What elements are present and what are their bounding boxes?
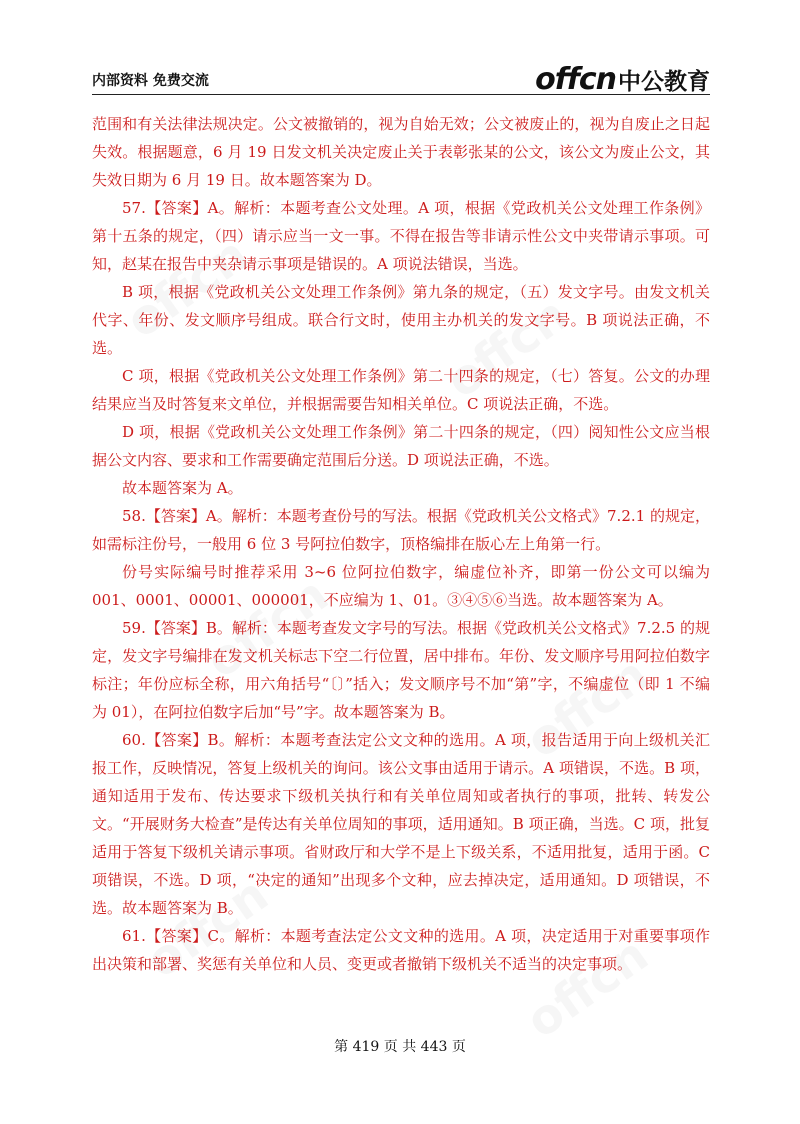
logo-latin: offcn <box>535 62 616 97</box>
logo-cn: 中公教育 <box>618 69 710 95</box>
paragraph: 故本题答案为 A。 <box>122 479 243 497</box>
document-body <box>92 110 710 978</box>
paragraph: 58.【答案】A。解析：本题考查份号的写法。根据《党政机关公文格式》7.2.1 的规定，如需标注份号，一般用 6 位 3 号阿拉伯数字，顶格编排在版心左上角第一行。 <box>92 507 710 553</box>
header-divider <box>92 94 710 95</box>
brand-logo <box>535 62 710 97</box>
paragraph: 57.【答案】A。解析：本题考查公文处理。A 项，根据《党政机关公文处理工作条例》第十五条的规定，（四）请示应当一文一事。不得在报告等非请示性公文中夹带请示事项。可知，赵某在报告中夹杂请示事项是错误的。A 项说法错误，当选。 <box>92 199 710 273</box>
paragraph: 61.【答案】C。解析：本题考查法定公文文种的选用。A 项，决定适用于对重要事项作出决策和部署、奖惩有关单位和人员、变更或者撤销下级机关不适当的决定事项。 <box>92 927 710 973</box>
paragraph: 60.【答案】B。解析：本题考查法定公文文种的选用。A 项，报告适用于向上级机关汇报工作，反映情况，答复上级机关的询问。该公文事由适用于请示。A 项错误，不选。B 项，通知适用于发布、传达要求下级机关执行和有关单位周知或者执行的事项，批转、转发公文。“开展财务大检查”是传达有关单位周知的事项，适用通知。B 项正确，当选。C 项，批复适用于答复下级机关请示事项。省财政厅和大学不是上下级关系，不适用批复，适用于函。C 项错误，不选。D 项，“决定的通知”出现多个文种，应去掉决定，适用通知。D 项错误，不选。故本题答案为 B。 <box>92 731 710 917</box>
page-number: 第 419 页 共 443 页 <box>334 1039 466 1055</box>
page-header <box>92 62 710 97</box>
paragraph: B 项，根据《党政机关公文处理工作条例》第九条的规定，（五）发文字号。由发文机关代字、年份、发文顺序号组成。联合行文时，使用主办机关的发文字号。B 项说法正确，不选。 <box>92 283 710 357</box>
paragraph: 59.【答案】B。解析：本题考查发文字号的写法。根据《党政机关公文格式》7.2.5 的规定，发文字号编排在发文机关标志下空二行位置，居中排布。年份、发文顺序号用阿拉伯数字标注；年份应标全称，用六角括号“〔〕”括入；发文顺序号不加“第”字，不编虚位（即 1 不编为 01），在阿拉伯数字后加“号”字。故本题答案为 B。 <box>92 619 710 721</box>
header-label: 内部资料 免费交流 <box>92 73 209 89</box>
paragraph: 份号实际编号时推荐采用 3~6 位阿拉伯数字，编虚位补齐，即第一份公文可以编为 001、0001、00001、000001，不应编为 1、01。③④⑤⑥当选。故本题答案为 A。 <box>92 563 710 609</box>
paragraph: C 项，根据《党政机关公文处理工作条例》第二十四条的规定，（七）答复。公文的办理结果应当及时答复来文单位，并根据需要告知相关单位。C 项说法正确，不选。 <box>92 367 710 413</box>
paragraph: D 项，根据《党政机关公文处理工作条例》第二十四条的规定，（四）阅知性公文应当根据公文内容、要求和工作需要确定范围后分送。D 项说法正确，不选。 <box>92 423 710 469</box>
paragraph: 范围和有关法律法规决定。公文被撤销的，视为自始无效；公文被废止的，视为自废止之日起失效。根据题意，6 月 19 日发文机关决定废止关于表彰张某的公文，该公文为废止公文，其失效日期为 6 月 19 日。故本题答案为 D。 <box>92 115 710 189</box>
